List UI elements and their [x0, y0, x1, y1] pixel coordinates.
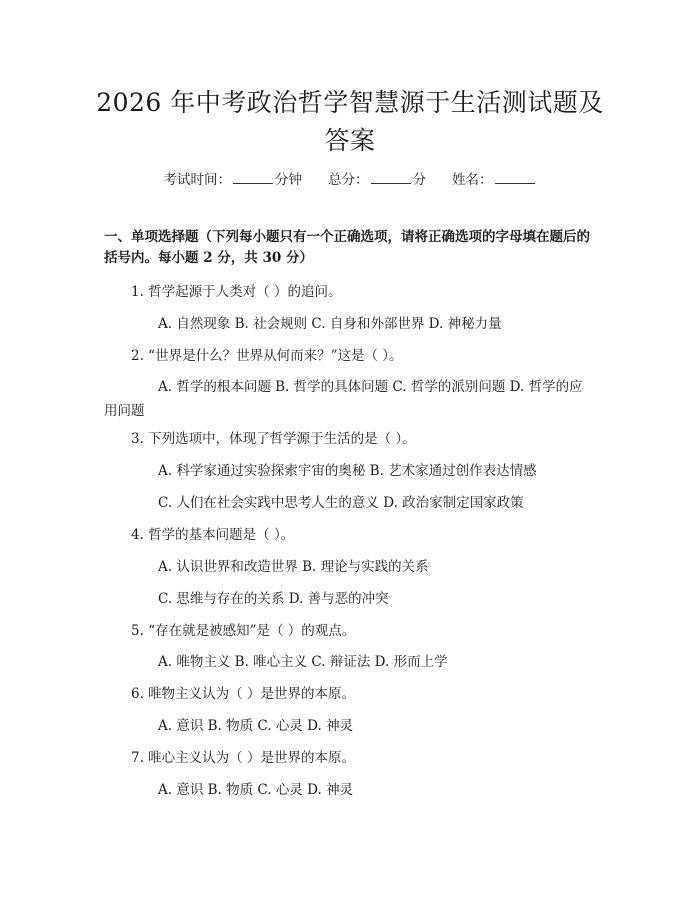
exam-meta-line — [0, 168, 700, 188]
question-options: C. 人们在社会实践中思考人生的意义 D. 政治家制定国家政策 — [158, 495, 524, 511]
student-name-blank — [495, 171, 535, 184]
student-name-label: 姓名： — [452, 172, 493, 188]
section-heading: 一、单项选择题（下列每小题只有一个正确选项，请将正确选项的字母填在题后的括号内。每小题 2 分，共 30 分） — [104, 229, 590, 266]
question-text: 3. 下列选项中，体现了哲学源于生活的是（ ）。 — [131, 431, 416, 447]
question-options: C. 思维与存在的关系 D. 善与恶的冲突 — [158, 591, 389, 607]
question-options: A. 唯物主义 B. 唯心主义 C. 辩证法 D. 形而上学 — [158, 654, 448, 670]
question-options: A. 科学家通过实验探索宇宙的奥秘 B. 艺术家通过创作表达情感 — [158, 463, 537, 479]
question-text: 6. 唯物主义认为（ ）是世界的本原。 — [131, 686, 355, 702]
question-text: 4. 哲学的基本问题是（ ）。 — [131, 527, 295, 543]
question-options: A. 认识世界和改造世界 B. 理论与实践的关系 — [158, 559, 429, 575]
question-options: A. 哲学的根本问题 B. 哲学的具体问题 C. 哲学的派别问题 D. 哲学的应用问题 — [104, 379, 583, 419]
question-options: A. 自然现象 B. 社会规则 C. 自身和外部世界 D. 神秘力量 — [158, 316, 502, 332]
total-score-unit: 分 — [412, 172, 426, 188]
question-options: A. 意识 B. 物质 C. 心灵 D. 神灵 — [158, 782, 354, 798]
total-score-label: 总分： — [328, 172, 369, 188]
question-text: 7. 唯心主义认为（ ）是世界的本原。 — [131, 750, 355, 766]
document-title: 2026 年中考政治哲学智慧源于生活测试题及答案 — [96, 88, 604, 155]
question-text: 5. “存在就是被感知”是（ ）的观点。 — [131, 623, 356, 639]
exam-time-blank — [233, 171, 273, 184]
total-score-blank — [371, 171, 411, 184]
question-text: 1. 哲学起源于人类对（ ）的追问。 — [131, 284, 342, 300]
question-options: A. 意识 B. 物质 C. 心灵 D. 神灵 — [158, 718, 354, 734]
exam-time-label: 考试时间： — [163, 172, 231, 188]
exam-time-unit: 分钟 — [275, 172, 302, 188]
question-text: 2. “世界是什么？世界从何而来？”这是（ ）。 — [131, 348, 403, 364]
